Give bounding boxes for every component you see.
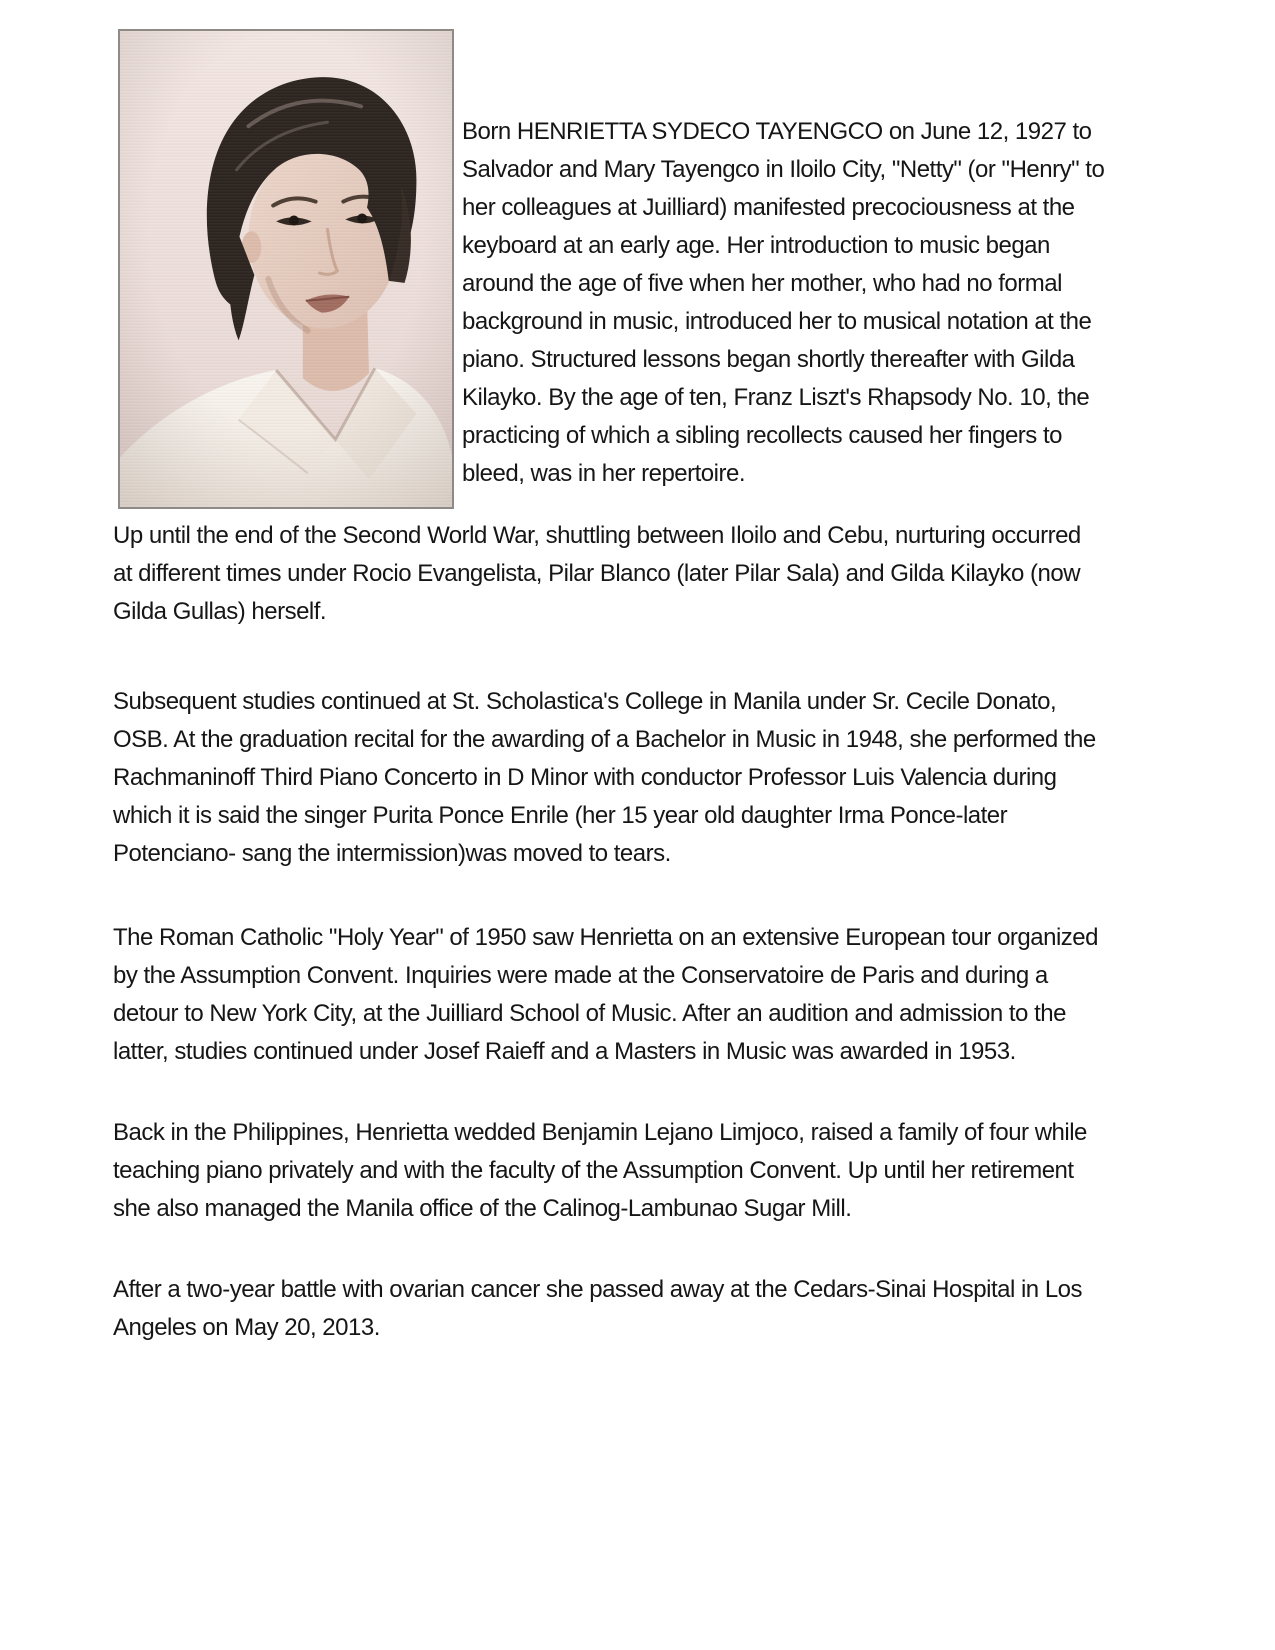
paragraph-holy-year-1950: The Roman Catholic "Holy Year" of 1950 saw Henrietta on an extensive European tour organized by the Assumption Convent. Inquiries were made at the Conservatoire de Paris and during a detour to New York City, at the Juilliard School of Music. After an audition and admission to the latter, studies continued under Josef Raieff and a Masters in Music was awarded in 1953. [113, 924, 1098, 1065]
portrait-photo-illustration [120, 31, 452, 507]
paragraph-passing-2013: After a two-year battle with ovarian cancer she passed away at the Cedars-Sinai Hospital in Los Angeles on May 20, 2013. [113, 1276, 1083, 1341]
paragraph-born-1927: Born HENRIETTA SYDECO TAYENGCO on June 12, 1927 to Salvador and Mary Tayengco in Iloilo City, "Netty" (or "Henry" to her colleagues at Juilliard) manifested precociousness at the keyboard at an early age. Her introduction to music began around the age of five when her mother, who had no formal background in music, introduced her to musical notation at the piano. Structured lessons began shortly thereafter with Gilda Kilayko. By the age of ten, Franz Liszt's Rhapsody No. 10, the practicing of which a sibling recollects caused her fingers to bleed, was in her repertoire. [462, 118, 1105, 487]
biography-article [113, 0, 1105, 1347]
photo-vignette [120, 31, 452, 507]
paragraph-studies-manila: Subsequent studies continued at St. Scholastica's College in Manila under Sr. Cecile Donato, OSB. At the graduation recital for the awarding of a Bachelor in Music in 1948, she performed the Rachmaninoff Third Piano Concerto in D Minor with conductor Professor Luis Valencia during which it is said the singer Purita Ponce Enrile (her 15 year old daughter Irma Ponce-later Potenciano- sang the intermission)was moved to tears. [113, 688, 1096, 867]
portrait-photo [118, 29, 454, 509]
paragraph-second-world-war: Up until the end of the Second World War, shuttling between Iloilo and Cebu, nurturing occurred at different times under Rocio Evangelista, Pilar Blanco (later Pilar Sala) and Gilda Kilayko (now Gilda Gullas) herself. [113, 522, 1081, 625]
paragraph-philippines-family: Back in the Philippines, Henrietta wedded Benjamin Lejano Limjoco, raised a family of four while teaching piano privately and with the faculty of the Assumption Convent. Up until her retirement she also managed the Manila office of the Calinog-Lambunao Sugar Mill. [113, 1119, 1087, 1222]
